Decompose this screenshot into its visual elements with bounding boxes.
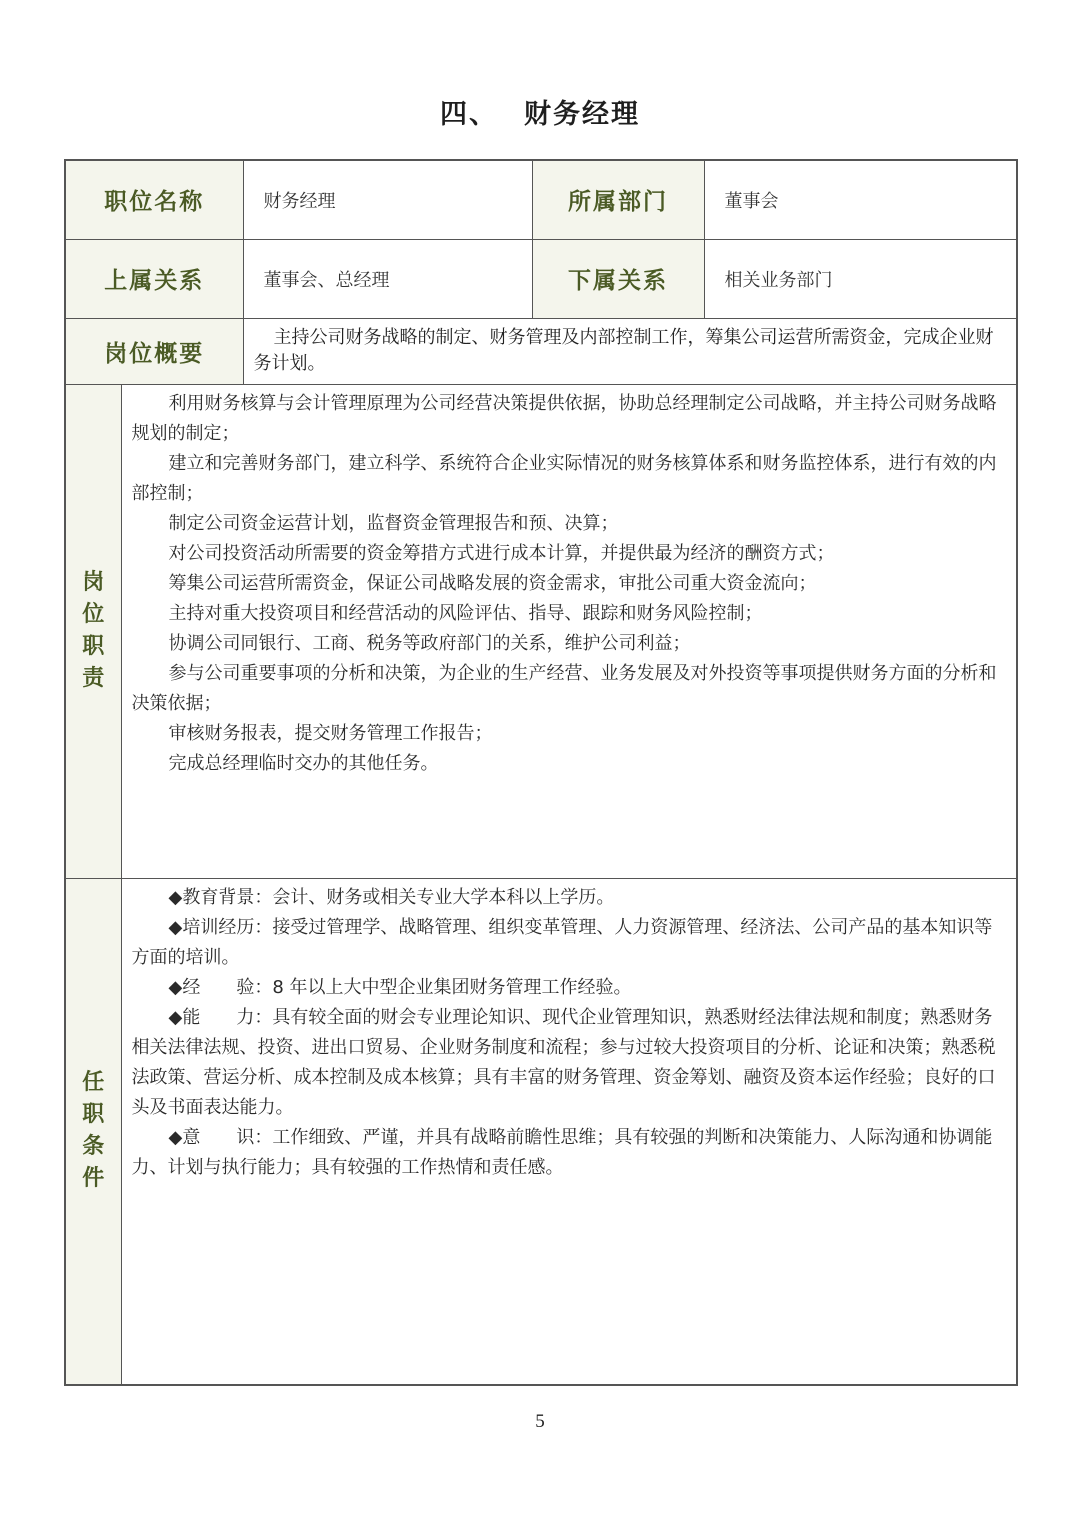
qualifications-label-char: 件 <box>82 1166 105 1192</box>
qualification-label: ◆经 验： <box>168 976 273 998</box>
duties-label-char: 位 <box>82 602 105 627</box>
duty-item: 主持对重大投资项目和经营活动的风险评估、指导、跟踪和财务风险控制； <box>168 602 763 624</box>
duty-item: 制定公司资金运营计划，监督资金管理报告和预、决算； <box>168 512 619 534</box>
qualification-item <box>132 973 1009 1003</box>
duty-item: 筹集公司运营所需资金，保证公司战略发展的资金需求，审批公司重大资金流向； <box>168 572 817 594</box>
qualification-label: ◆能 力： <box>168 1006 273 1028</box>
section-title: 财务经理 <box>524 99 640 130</box>
qualification-item <box>132 1123 1009 1183</box>
subordinate-label: 下属关系 <box>532 239 704 318</box>
duty-item: 对公司投资活动所需要的资金筹措方式进行成本计算，并提供最为经济的酬资方式； <box>168 542 835 564</box>
department-label: 所属部门 <box>532 160 704 239</box>
qualifications-label-char: 职 <box>82 1102 105 1128</box>
duties-label <box>65 384 121 878</box>
relations-row <box>65 239 1017 318</box>
superior-value: 董事会、总经理 <box>243 239 532 318</box>
qualifications-label <box>65 878 121 1385</box>
qualification-text: 具有较全面的财会专业理论知识、现代企业管理知识，熟悉财经法律法规和制度；熟悉财务相关法律法规、投资、进出口贸易、企业财务制度和流程；参与过较大投资项目的分析、论证和决策；熟悉税法政策、营运分析、成本控制及成本核算；具有丰富的财务管理、资金筹划、融资及资本运作经验；良好的口头及书面表达能力。 <box>131 1006 996 1118</box>
summary-label: 岗位概要 <box>65 318 243 384</box>
duties-content <box>121 384 1017 878</box>
position-row <box>65 160 1017 239</box>
qualification-text: 会计、财务或相关专业大学本科以上学历。 <box>272 886 615 908</box>
summary-value <box>243 318 1017 384</box>
subordinate-value: 相关业务部门 <box>704 239 1017 318</box>
qualification-text: 接受过管理学、战略管理、组织变革管理、人力资源管理、经济法、公司产品的基本知识等方面的培训。 <box>131 916 993 968</box>
section-number: 四、 <box>440 99 498 130</box>
qualification-text: 工作细致、严谨，并具有战略前瞻性思维；具有较强的判断和决策能力、人际沟通和协调能力、计划与执行能力；具有较强的工作热情和责任感。 <box>131 1126 993 1178</box>
duty-item: 建立和完善财务部门，建立科学、系统符合企业实际情况的财务核算体系和财务监控体系，进行有效的内部控制； <box>131 452 997 504</box>
duty-item: 利用财务核算与会计管理原理为公司经营决策提供依据，协助总经理制定公司战略，并主持公司财务战略规划的制定； <box>131 392 997 444</box>
qualifications-row <box>65 878 1017 1385</box>
qualification-label: ◆意 识： <box>168 1126 273 1148</box>
qualification-item <box>132 913 1009 973</box>
qualification-text: 8 年以上大中型企业集团财务管理工作经验。 <box>272 976 632 998</box>
duty-item: 审核财务报表，提交财务管理工作报告； <box>168 722 493 744</box>
duty-item: 完成总经理临时交办的其他任务。 <box>168 752 439 774</box>
page-title <box>0 92 1080 131</box>
superior-label: 上属关系 <box>65 239 243 318</box>
duties-label-char: 岗 <box>82 570 105 595</box>
job-description-table <box>64 159 1018 1386</box>
summary-text: 主持公司财务战略的制定、财务管理及内部控制工作，筹集公司运营所需资金，完成企业财务计划。 <box>253 326 994 374</box>
qualification-item <box>132 883 1009 913</box>
summary-row <box>65 318 1017 384</box>
position-value: 财务经理 <box>243 160 532 239</box>
duty-item: 参与公司重要事项的分析和决策，为企业的生产经营、业务发展及对外投资等事项提供财务方面的分析和决策依据； <box>131 662 997 714</box>
qualifications-label-char: 任 <box>82 1070 105 1096</box>
position-label: 职位名称 <box>65 160 243 239</box>
qualification-label: ◆培训经历： <box>168 916 273 938</box>
qualifications-content <box>121 878 1017 1385</box>
duty-item: 协调公司同银行、工商、税务等政府部门的关系，维护公司利益； <box>168 632 691 654</box>
qualifications-label-char: 条 <box>82 1134 105 1160</box>
page-number: 5 <box>535 1411 545 1432</box>
duties-label-char: 职 <box>82 634 105 659</box>
duties-label-char: 责 <box>82 666 105 691</box>
qualification-label: ◆教育背景： <box>168 886 273 908</box>
department-value: 董事会 <box>704 160 1017 239</box>
qualification-item <box>132 1003 1009 1123</box>
duties-row <box>65 384 1017 878</box>
